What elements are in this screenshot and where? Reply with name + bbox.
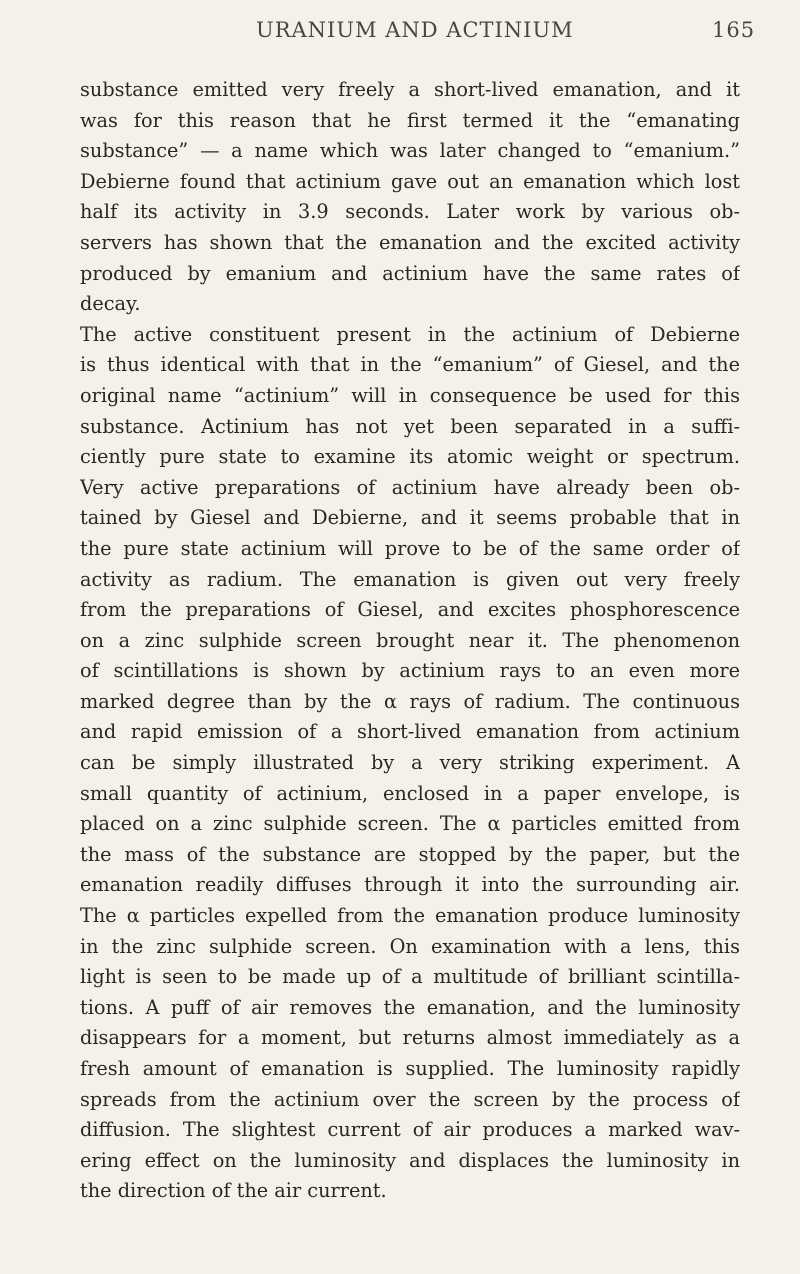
text-line: emanation readily diffuses through it into the surrounding air. — [80, 873, 740, 897]
text-line: ciently pure state to examine its atomic weight or spectrum. — [80, 445, 740, 469]
text-line: The active constituent present in the actinium of Debierne — [80, 322, 740, 346]
body-text — [80, 75, 740, 1207]
text-line: substance. Actinium has not yet been separated in a suffi- — [80, 414, 740, 438]
text-line: from the preparations of Giesel, and excites phosphorescence — [80, 598, 740, 622]
text-line: original name “actinium” will in consequence be used for this — [80, 383, 740, 407]
text-line: substance” — a name which was later changed to “emanium.” — [80, 139, 740, 163]
text-line: ering effect on the luminosity and displaces the luminosity in — [80, 1148, 740, 1172]
page-number: 165 — [712, 18, 756, 42]
text-line: on a zinc sulphide screen brought near it. The phenomenon — [80, 628, 740, 652]
text-line: Debierne found that actinium gave out an emanation which lost — [80, 169, 740, 193]
text-line: the direction of the air current. — [80, 1179, 387, 1203]
text-line: spreads from the actinium over the screen by the process of — [80, 1087, 740, 1111]
text-line: can be simply illustrated by a very striking experiment. A — [80, 751, 740, 775]
running-head — [0, 16, 800, 46]
text-line: was for this reason that he first termed it the “emanating — [80, 108, 740, 132]
text-line: disappears for a moment, but returns almost immediately as a — [80, 1026, 740, 1050]
text-line: is thus identical with that in the “emanium” of Giesel, and the — [80, 353, 740, 377]
text-line: Very active preparations of actinium have already been ob- — [80, 475, 740, 499]
text-line: diffusion. The slightest current of air produces a marked wav- — [80, 1118, 740, 1142]
text-line: tions. A puff of air removes the emanation, and the luminosity — [80, 995, 740, 1019]
text-line: and rapid emission of a short-lived emanation from actinium — [80, 720, 740, 744]
text-line: half its activity in 3.9 seconds. Later work by various ob- — [80, 200, 740, 224]
text-line: substance emitted very freely a short-lived emanation, and it — [80, 78, 740, 101]
text-line: placed on a zinc sulphide screen. The α particles emitted from — [80, 812, 740, 836]
text-line: activity as radium. The emanation is given out very freely — [80, 567, 740, 591]
text-line: marked degree than by the α rays of radium. The continuous — [80, 689, 740, 713]
text-line: of scintillations is shown by actinium rays to an even more — [80, 659, 740, 683]
text-line: small quantity of actinium, enclosed in a paper envelope, is — [80, 781, 740, 805]
text-line: produced by emanium and actinium have the same rates of — [80, 261, 740, 285]
text-line: the mass of the substance are stopped by the paper, but the — [80, 842, 740, 866]
text-line: in the zinc sulphide screen. On examination with a lens, this — [80, 934, 740, 958]
text-line: tained by Giesel and Debierne, and it seems probable that in — [80, 506, 740, 530]
text-line: the pure state actinium will prove to be of the same order of — [80, 536, 740, 560]
text-line: The α particles expelled from the emanation produce luminosity — [80, 904, 740, 928]
text-line: fresh amount of emanation is supplied. The luminosity rapidly — [80, 1057, 740, 1080]
text-line: decay. — [80, 292, 141, 316]
text-line: light is seen to be made up of a multitude of brilliant scintilla- — [80, 965, 740, 989]
running-title: URANIUM AND ACTINIUM — [256, 18, 574, 42]
text-line: servers has shown that the emanation and the excited activity — [80, 230, 740, 254]
